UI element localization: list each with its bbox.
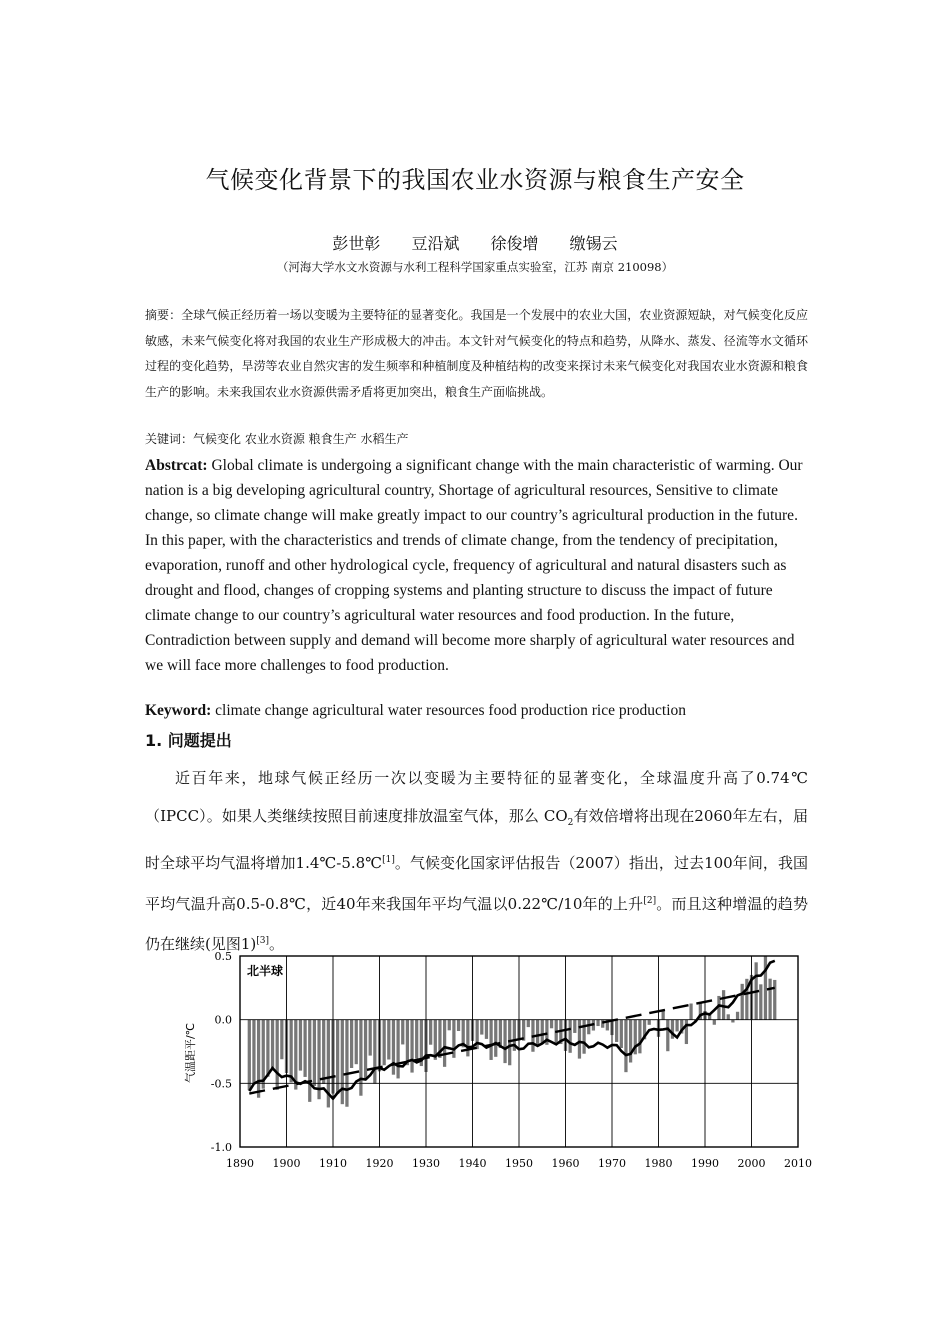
x-tick-label: 1920 bbox=[365, 1157, 394, 1170]
annual-anomaly-bar bbox=[457, 1020, 460, 1031]
annual-anomaly-bar bbox=[429, 1020, 432, 1045]
annual-anomaly-bar bbox=[401, 1020, 404, 1045]
co2-subscript: 2 bbox=[567, 817, 574, 828]
annual-anomaly-bar bbox=[485, 1020, 488, 1039]
annual-anomaly-bar bbox=[480, 1020, 483, 1035]
x-tick-label: 2010 bbox=[784, 1157, 812, 1170]
annual-anomaly-bar bbox=[317, 1020, 320, 1100]
x-tick-label: 1930 bbox=[412, 1157, 440, 1170]
annual-anomaly-bar bbox=[392, 1020, 395, 1075]
annual-anomaly-bar bbox=[383, 1020, 386, 1066]
y-tick-label: 0.5 bbox=[214, 950, 232, 963]
annual-anomaly-bar bbox=[768, 979, 771, 1020]
p1-part-e: 。 bbox=[269, 935, 285, 953]
keywords-cn bbox=[145, 430, 808, 447]
annual-anomaly-bar bbox=[276, 1020, 279, 1090]
annual-anomaly-bar bbox=[369, 1020, 372, 1056]
keywords-cn-text: 气候变化 农业水资源 粮食生产 水稻生产 bbox=[193, 432, 409, 446]
legend-label: 北半球 bbox=[247, 964, 284, 978]
x-tick-label: 2000 bbox=[737, 1157, 766, 1170]
p1-part-c: 。气候变化国家评估报告（2007）指出，过去100年间，我国平均气温升高0.5-0.8℃，近40年来我国年平均气温以0.22℃/10年的上升 bbox=[145, 854, 808, 913]
abstract-en-text: Global climate is undergoing a significant change with the main characteristic of warming. Our nation is a big developing agricultural country, Shortage of agricultural resources, Sensitive to climate change, so climate change will make greatly impact to our country’s agricultural production in the future. In this paper, with the characteristics and trends of climate change, from the tendency of precipitation, evaporation, runoff and other hydrological cycle, frequency of agricultural and natural disasters such as drought and flood, changes of cropping systems and planting structure to discuss the impact of future climate change to our country’s agricultural water resources and food production. In the future, Contradiction between supply and demand will become more sharply of agricultural water resources and we will face more challenges to food production. bbox=[145, 457, 803, 674]
p1-part-b: 有效倍增将出现在2060年左右，届时全球平均气温将增加1.4℃-5.8℃ bbox=[145, 806, 808, 872]
y-tick-label: -1.0 bbox=[210, 1141, 232, 1154]
annual-anomaly-bar bbox=[527, 1020, 530, 1027]
y-tick-label: -0.5 bbox=[210, 1077, 232, 1091]
paper-title: 气候变化背景下的我国农业水资源与粮食生产安全 bbox=[205, 166, 745, 194]
annual-anomaly-bar bbox=[494, 1020, 497, 1057]
annual-anomaly-bar bbox=[666, 1020, 669, 1052]
annual-anomaly-bar bbox=[303, 1020, 306, 1077]
section-heading: 1. 问题提出 bbox=[145, 731, 232, 750]
annual-anomaly-bar bbox=[257, 1020, 260, 1098]
annual-anomaly-bar bbox=[648, 1020, 651, 1025]
annual-anomaly-bar bbox=[299, 1020, 302, 1071]
keywords-en-text: climate change agricultural water resources food production rice production bbox=[211, 702, 687, 719]
y-axis-label: 气温距平/℃ bbox=[184, 1022, 197, 1084]
annual-anomaly-bar bbox=[355, 1020, 358, 1065]
p1-part-d: 。而且这种增温的趋势仍在继续(见图1) bbox=[145, 894, 808, 953]
annual-anomaly-bar bbox=[573, 1020, 576, 1033]
annual-anomaly-bar bbox=[662, 1011, 665, 1020]
annual-anomaly-bar bbox=[685, 1020, 688, 1044]
annual-anomaly-bar bbox=[271, 1020, 274, 1071]
annual-anomaly-bar bbox=[410, 1020, 413, 1073]
x-tick-label: 1990 bbox=[691, 1157, 719, 1170]
keywords-en bbox=[145, 702, 810, 720]
annual-anomaly-bar bbox=[620, 1020, 623, 1048]
annual-anomaly-bar bbox=[448, 1020, 451, 1031]
annual-anomaly-bar bbox=[308, 1020, 311, 1102]
annual-anomaly-bar bbox=[536, 1020, 539, 1046]
annual-anomaly-bar bbox=[759, 984, 762, 1019]
annual-anomaly-bar bbox=[345, 1020, 348, 1107]
abstract-en-label: Abstrcat: bbox=[145, 457, 208, 474]
annual-anomaly-bar bbox=[266, 1020, 269, 1077]
body-paragraph bbox=[145, 760, 808, 964]
annual-anomaly-bar bbox=[638, 1020, 641, 1054]
x-tick-label: 1960 bbox=[551, 1157, 580, 1170]
annual-anomaly-bar bbox=[773, 980, 776, 1020]
annual-anomaly-bar bbox=[569, 1020, 572, 1053]
x-tick-label: 1940 bbox=[458, 1157, 487, 1170]
annual-anomaly-bar bbox=[248, 1020, 251, 1090]
annual-anomaly-bar bbox=[406, 1020, 409, 1066]
p1-part-a: 近百年来，地球气候正经历一次以变暖为主要特征的显著变化，全球温度升高了0.74℃（IPCC）。如果人类继续按照目前速度排放温室气体，那么 CO bbox=[145, 769, 808, 825]
annual-anomaly-bar bbox=[689, 1003, 692, 1019]
annual-anomaly-bar bbox=[313, 1020, 316, 1086]
annual-anomaly-bar bbox=[624, 1020, 627, 1072]
y-tick-label: 0.0 bbox=[214, 1013, 232, 1027]
annual-anomaly-bar bbox=[280, 1020, 283, 1060]
annual-anomaly-bar bbox=[601, 1020, 604, 1028]
x-tick-label: 1910 bbox=[319, 1157, 347, 1170]
annual-anomaly-bar bbox=[578, 1020, 581, 1059]
annual-anomaly-bar bbox=[764, 956, 767, 1020]
annual-anomaly-bar bbox=[443, 1020, 446, 1067]
annual-anomaly-bar bbox=[596, 1020, 599, 1026]
abstract-cn-label: 摘要： bbox=[145, 308, 182, 322]
author-list: 彭世彰 豆沿斌 徐俊增 缴锡云 bbox=[332, 234, 618, 253]
citation-3: [3] bbox=[256, 936, 269, 946]
annual-anomaly-bar bbox=[736, 1012, 739, 1020]
annual-anomaly-bar bbox=[290, 1020, 293, 1083]
annual-anomaly-bar bbox=[415, 1020, 418, 1059]
abstract-en bbox=[145, 453, 810, 678]
annual-anomaly-bar bbox=[541, 1020, 544, 1043]
annual-anomaly-bar bbox=[615, 1020, 618, 1042]
annual-anomaly-bar bbox=[550, 1020, 553, 1029]
x-tick-label: 1890 bbox=[226, 1157, 254, 1170]
annual-anomaly-bar bbox=[727, 1014, 730, 1019]
annual-anomaly-bar bbox=[489, 1020, 492, 1060]
annual-anomaly-bar bbox=[587, 1020, 590, 1035]
annual-anomaly-bar bbox=[387, 1020, 390, 1060]
x-tick-label: 1900 bbox=[272, 1157, 301, 1170]
x-tick-label: 1950 bbox=[505, 1157, 533, 1170]
annual-anomaly-bar bbox=[675, 1020, 678, 1032]
annual-anomaly-bar bbox=[364, 1020, 367, 1080]
annual-anomaly-bar bbox=[350, 1020, 353, 1068]
annual-anomaly-bar bbox=[713, 1020, 716, 1025]
abstract-cn bbox=[145, 303, 808, 405]
keywords-cn-label: 关键词： bbox=[145, 432, 194, 446]
annual-anomaly-bar bbox=[252, 1020, 255, 1084]
keywords-en-label: Keyword: bbox=[145, 702, 212, 719]
annual-anomaly-bar bbox=[373, 1020, 376, 1084]
annual-anomaly-bar bbox=[322, 1020, 325, 1084]
annual-anomaly-bar bbox=[359, 1020, 362, 1096]
abstract-cn-text: 全球气候正经历着一场以变暖为主要特征的显著变化。我国是一个发展中的农业大国，农业资源短缺，对气候变化反应敏感，未来气候变化将对我国的农业生产形成极大的冲击。本文针对气候变化的特点和趋势，从降水、蒸发、径流等水文循环过程的变化趋势，旱涝等农业自然灾害的发生频率和种植制度及种植结构的改变来探讨未来气候变化对我国农业水资源和粮食生产的影响。未来我国农业水资源供需矛盾将更加突出，粮食生产面临挑战。 bbox=[145, 308, 808, 399]
affiliation: （河海大学水文水资源与水利工程科学国家重点实验室，江苏 南京 210098） bbox=[276, 260, 674, 274]
citation-2: [2] bbox=[643, 895, 657, 906]
annual-anomaly-bar bbox=[503, 1020, 506, 1063]
annual-anomaly-bar bbox=[741, 984, 744, 1020]
temperature-anomaly-chart bbox=[180, 945, 820, 1175]
x-tick-label: 1980 bbox=[644, 1157, 673, 1170]
citation-1: [1] bbox=[382, 855, 395, 865]
annual-anomaly-bar bbox=[629, 1020, 632, 1063]
annual-anomaly-bar bbox=[396, 1020, 399, 1079]
x-tick-label: 1970 bbox=[598, 1157, 626, 1170]
annual-anomaly-bar bbox=[341, 1020, 344, 1105]
